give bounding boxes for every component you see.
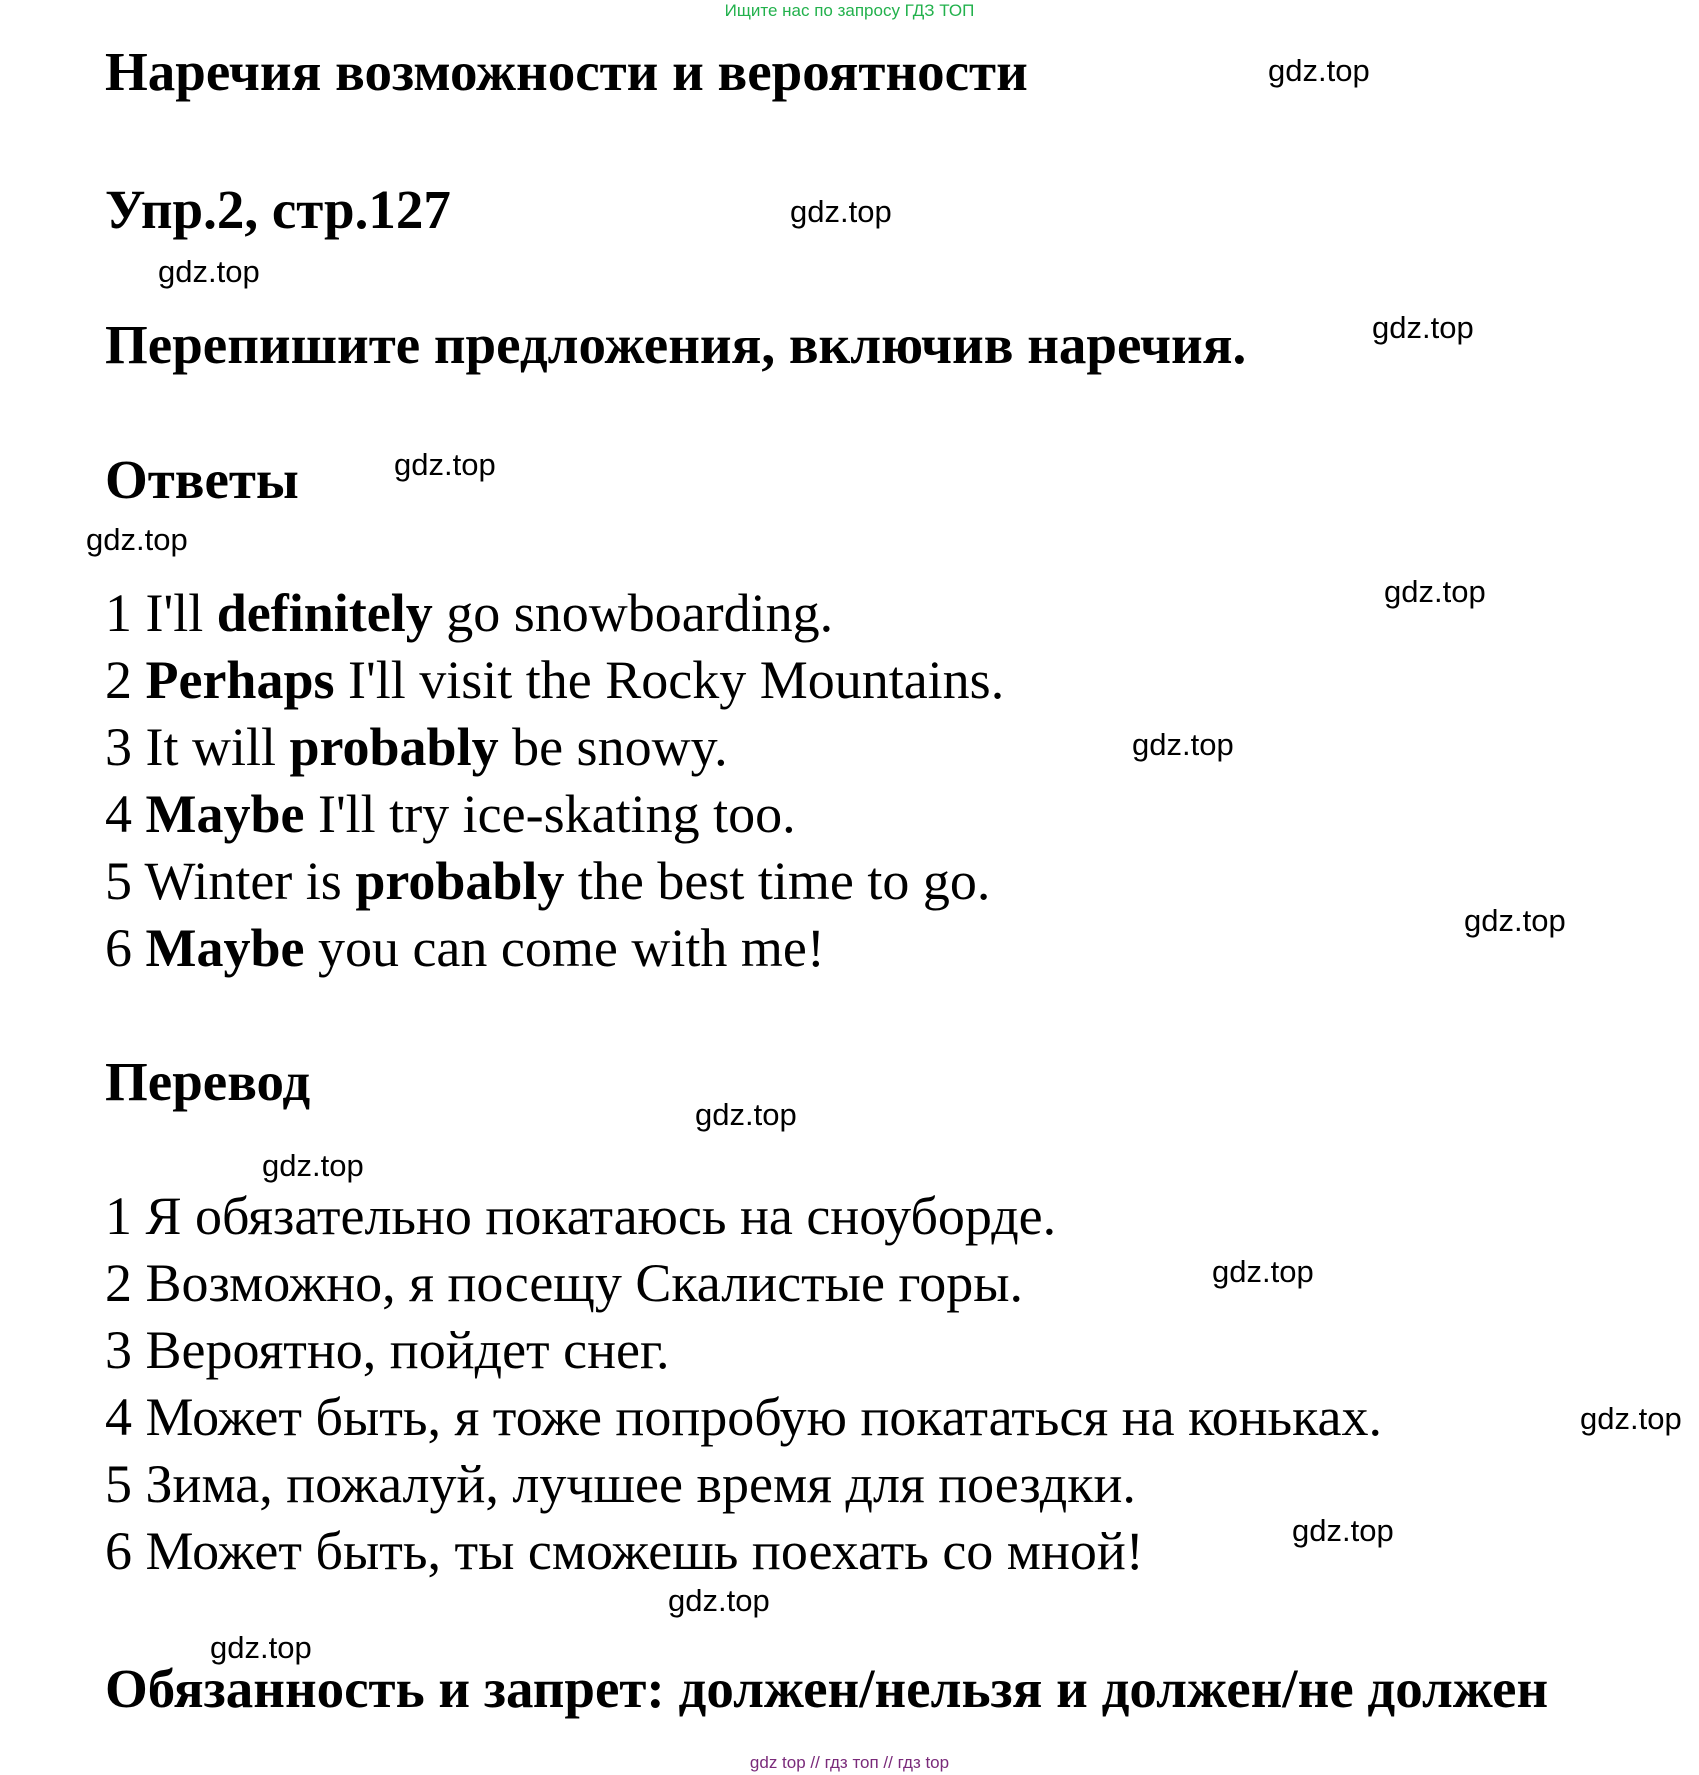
translation-line-3: 3 Вероятно, пойдет снег.: [105, 1320, 670, 1380]
watermark: gdz.top: [1292, 1513, 1394, 1548]
translation-line-4: 4 Может быть, я тоже попробую покататься на коньках.: [105, 1387, 1382, 1447]
answer-line-1: 1 I'll definitely go snowboarding.: [105, 583, 834, 643]
translation-line-1: 1 Я обязательно покатаюсь на сноуборде.: [105, 1186, 1057, 1246]
translation-heading: Перевод: [105, 1051, 311, 1112]
answer-line-5: 5 Winter is probably the best time to go.: [105, 851, 991, 911]
translation-line-5: 5 Зима, пожалуй, лучшее время для поездки.: [105, 1454, 1136, 1514]
answers-heading: Ответы: [105, 449, 299, 510]
watermark: gdz.top: [1580, 1401, 1682, 1436]
watermark: gdz.top: [210, 1630, 312, 1665]
watermark: gdz.top: [262, 1148, 364, 1183]
translation-line-6: 6 Может быть, ты сможешь поехать со мной!: [105, 1521, 1144, 1581]
watermark: gdz.top: [1464, 903, 1566, 938]
translation-line-2: 2 Возможно, я посещу Скалистые горы.: [105, 1253, 1023, 1313]
watermark: gdz.top: [1384, 574, 1486, 609]
watermark: gdz.top: [394, 447, 496, 482]
watermark: gdz.top: [790, 194, 892, 229]
answer-line-3: 3 It will probably be snowy.: [105, 717, 728, 777]
exercise-reference: Упр.2, стр.127: [105, 179, 451, 240]
watermark: gdz.top: [668, 1583, 770, 1618]
next-section-title: Обязанность и запрет: должен/нельзя и должен/не должен: [105, 1658, 1549, 1719]
exercise-instruction: Перепишите предложения, включив наречия.: [105, 314, 1247, 375]
watermark: gdz.top: [1372, 310, 1474, 345]
answer-line-2: 2 Perhaps I'll visit the Rocky Mountains.: [105, 650, 1005, 710]
page-title: Наречия возможности и вероятности: [105, 41, 1028, 102]
top-search-note: Ищите нас по запросу ГДЗ ТОП: [724, 1, 975, 20]
answer-line-6: 6 Maybe you can come with me!: [105, 918, 825, 978]
watermark: gdz.top: [1132, 727, 1234, 762]
watermark: gdz.top: [1268, 53, 1370, 88]
watermark: gdz.top: [158, 254, 260, 289]
answer-line-4: 4 Maybe I'll try ice-skating too.: [105, 784, 796, 844]
watermark: gdz.top: [695, 1097, 797, 1132]
watermark: gdz.top: [86, 522, 188, 557]
footer-watermark: gdz top // гдз топ // гдз top: [749, 1753, 950, 1772]
watermark: gdz.top: [1212, 1254, 1314, 1289]
